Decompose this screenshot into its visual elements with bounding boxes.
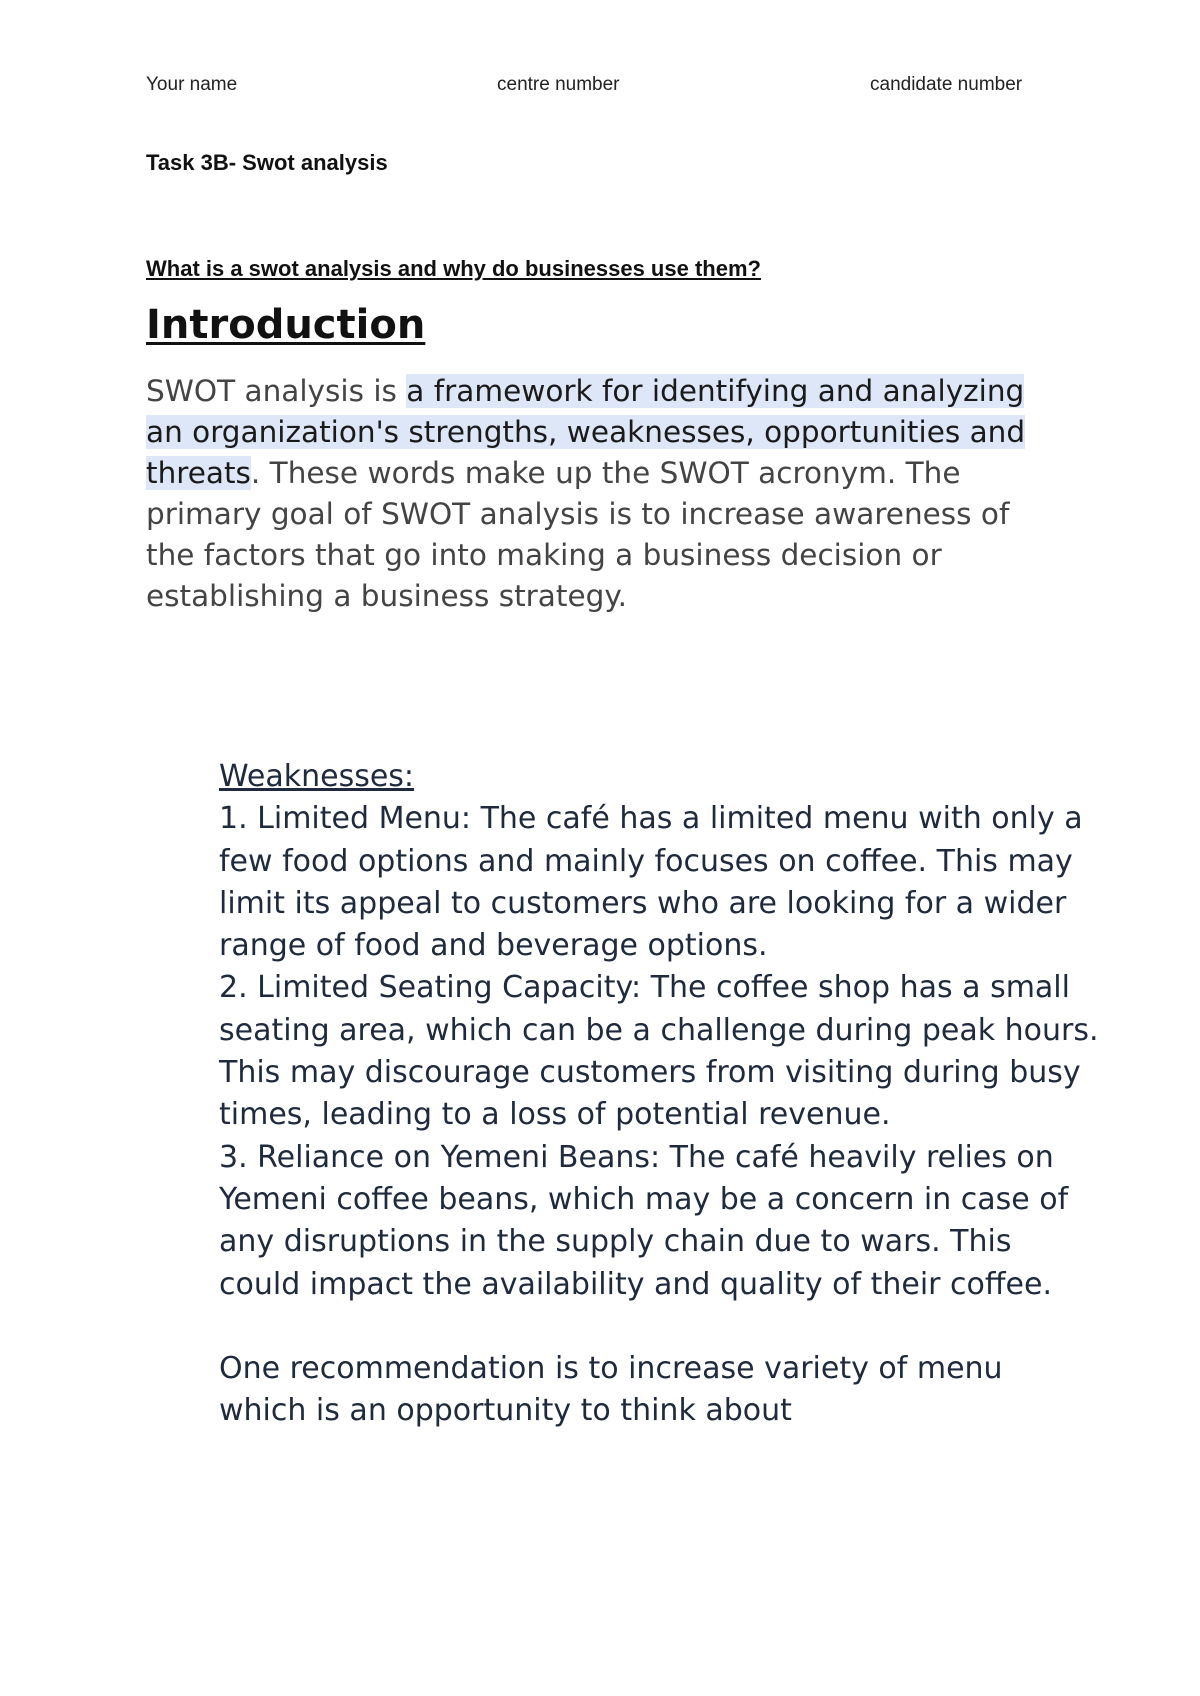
header-your-name: Your name [146, 74, 238, 95]
weakness-item-1: 1. Limited Menu: The café has a limited menu with only a few food options and mainly focuses on coffee. This may limit its appeal to customers who are looking for a wider range of food and beverage options. [219, 801, 1083, 964]
introduction-paragraph [146, 371, 1046, 617]
intro-lead-text: SWOT analysis is [146, 374, 407, 408]
paragraph-spacer [219, 1306, 1099, 1348]
task-title: Task 3B- Swot analysis [146, 150, 388, 175]
weaknesses-heading: Weaknesses: [219, 759, 415, 794]
introduction-heading: Introduction [146, 302, 426, 348]
question-heading: What is a swot analysis and why do businesses use them? [146, 256, 761, 281]
intro-rest-text: . These words make up the SWOT acronym. The primary goal of SWOT analysis is to increase awareness of the factors that go into making a business decision or establishing a business strategy. [146, 456, 1010, 613]
weaknesses-section [219, 756, 1099, 1432]
weakness-item-2: 2. Limited Seating Capacity: The coffee shop has a small seating area, which can be a challenge during peak hours. This may discourage customers from visiting during busy times, leading to a loss of potential revenue. [219, 970, 1099, 1133]
intro-highlighted-text: a framework for identifying and analyzing an organization's strengths, weaknesses, opportunities and threats [146, 374, 1026, 490]
weakness-item-3: 3. Reliance on Yemeni Beans: The café heavily relies on Yemeni coffee beans, which may be a concern in case of any disruptions in the supply chain due to wars. This could impact the availability and quality of their coffee. [219, 1139, 1069, 1302]
header-candidate-number: candidate number [870, 74, 1023, 95]
recommendation-text: One recommendation is to increase variety of menu which is an opportunity to think about [219, 1350, 1003, 1429]
header-centre-number: centre number [497, 74, 620, 95]
